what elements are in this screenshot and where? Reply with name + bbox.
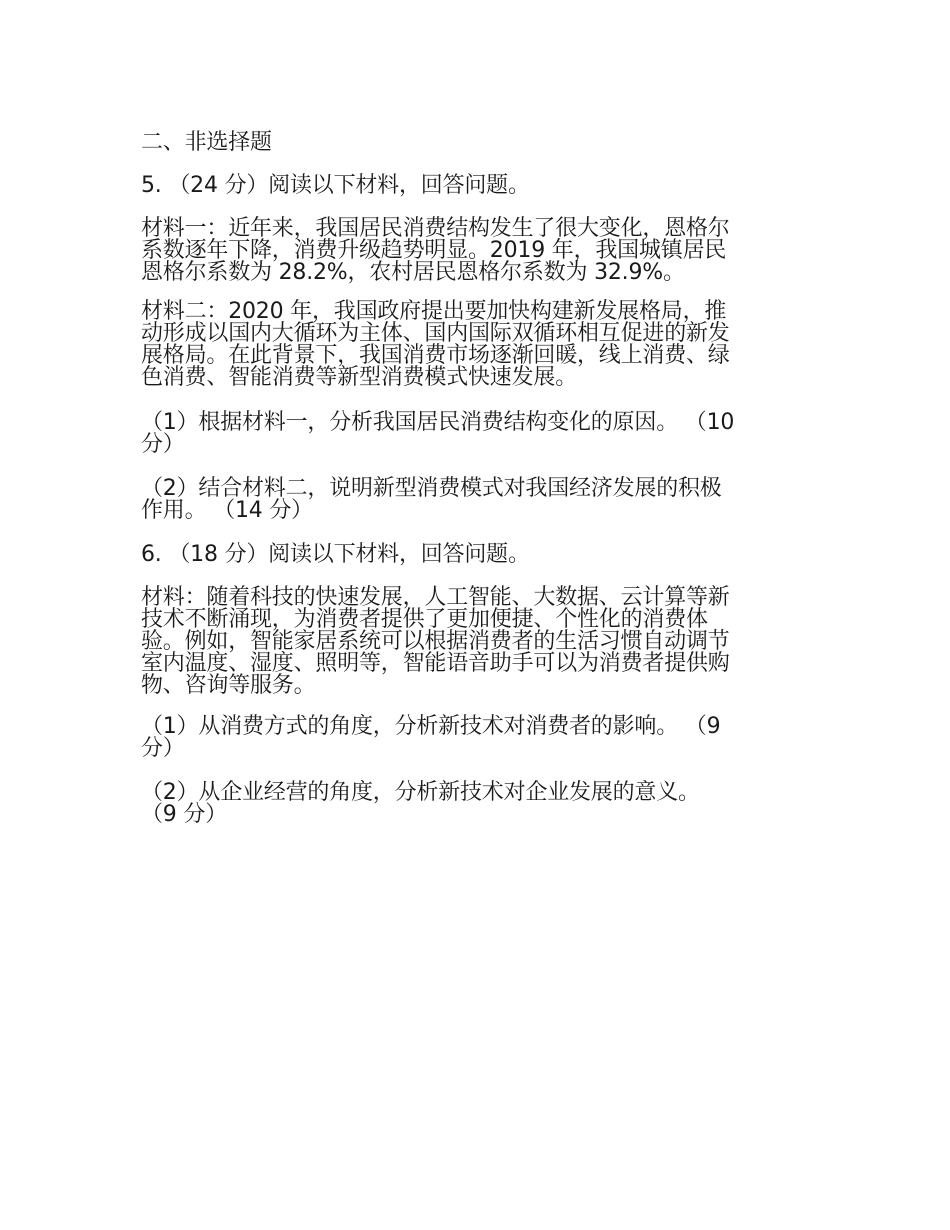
question-6-subquestion-1	[141, 716, 813, 760]
paragraph-line: （9 分）	[141, 802, 227, 827]
question-5-subquestion-2	[141, 478, 813, 522]
question-6-subquestion-2	[141, 782, 813, 826]
paragraph-line: 技术不断涌现，为消费者提供了更加便捷、个性化的消费体	[141, 607, 708, 632]
paragraph-line: 动形成以国内大循环为主体、国内国际双循环相互促进的新发	[141, 321, 730, 346]
paragraph-line: 材料一：近年来，我国居民消费结构发生了很大变化，恩格尔	[141, 216, 730, 241]
paragraph-line: 验。例如，智能家居系统可以根据消费者的生活习惯自动调节	[141, 629, 730, 654]
question-5-material-2	[141, 301, 813, 389]
question-5-material-1	[141, 218, 813, 284]
paragraph-line: 室内温度、湿度、照明等，智能语音助手可以为消费者提供购	[141, 651, 730, 676]
question-6-header: 6. （18 分）阅读以下材料，回答问题。	[141, 542, 530, 567]
paragraph-line: （2）结合材料二，说明新型消费模式对我国经济发展的积极	[141, 476, 722, 501]
paragraph-line: 分）	[141, 432, 185, 457]
section-heading: 二、非选择题	[141, 130, 272, 155]
paragraph-line: 材料二：2020 年，我国政府提出要加快构建新发展格局，推	[141, 299, 727, 324]
question-6-material	[141, 587, 813, 697]
paragraph-line: 展格局。在此背景下，我国消费市场逐渐回暖，线上消费、绿	[141, 343, 730, 368]
paragraph-line: 材料：随着科技的快速发展，人工智能、大数据、云计算等新	[141, 585, 730, 610]
paragraph-line: 分）	[141, 736, 185, 761]
paragraph-line: （2）从企业经营的角度，分析新技术对企业发展的意义。	[141, 780, 700, 805]
paragraph-line: （1）根据材料一，分析我国居民消费结构变化的原因。 （10	[141, 410, 735, 435]
paragraph-line: 系数逐年下降，消费升级趋势明显。2019 年，我国城镇居民	[141, 238, 727, 263]
question-5-subquestion-1	[141, 412, 813, 456]
question-5-header: 5. （24 分）阅读以下材料，回答问题。	[141, 173, 530, 198]
paragraph-line: （1）从消费方式的角度，分析新技术对消费者的影响。 （9	[141, 714, 721, 739]
paragraph-line: 色消费、智能消费等新型消费模式快速发展。	[141, 365, 578, 390]
paragraph-line: 作用。 （14 分）	[141, 498, 313, 523]
paragraph-line: 恩格尔系数为 28.2%，农村居民恩格尔系数为 32.9%。	[141, 260, 685, 285]
paragraph-line: 物、咨询等服务。	[141, 673, 316, 698]
